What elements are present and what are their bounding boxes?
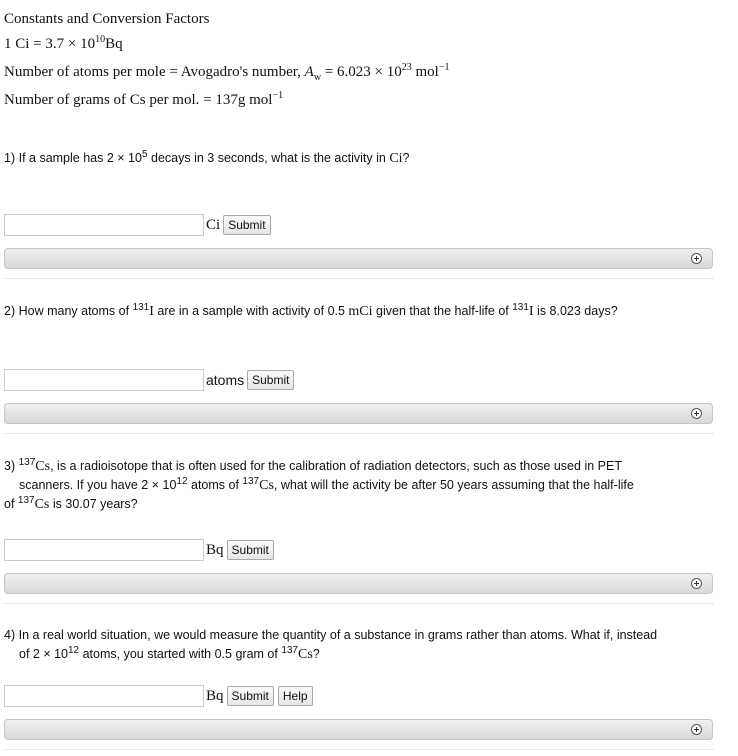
question-text: of 2 × 10 <box>19 647 68 661</box>
isotope-mass: 137 <box>281 644 298 656</box>
answer-input[interactable] <box>4 369 204 391</box>
avogadro-exp: 23 <box>401 62 412 73</box>
question-3 <box>4 457 716 514</box>
question-text: ? <box>312 647 320 661</box>
exponent: 12 <box>68 644 80 656</box>
element-symbol: Cs <box>259 478 274 493</box>
help-button[interactable]: Help <box>278 686 313 706</box>
divider <box>4 433 713 434</box>
question-text: atoms, you started with 0.5 gram of <box>79 647 282 661</box>
avogadro-constant <box>4 64 449 83</box>
curie-lhs: 1 Ci = 3.7 × 10 <box>4 36 96 52</box>
answer-unit: atoms <box>206 372 245 388</box>
question-text: If a sample has 2 × 10 <box>15 151 142 165</box>
avogadro-unit: mol <box>411 64 439 80</box>
question-line <box>4 645 716 664</box>
divider <box>4 749 713 750</box>
answer-row-2 <box>4 367 298 393</box>
isotope-mass: 131 <box>512 301 529 313</box>
exponent: 12 <box>176 475 188 487</box>
answer-row-4 <box>4 683 317 709</box>
exponent: 5 <box>141 148 148 160</box>
element-symbol: Cs <box>298 647 313 662</box>
unit-inline: mCi <box>348 304 373 319</box>
plus-circle-icon[interactable] <box>691 408 702 419</box>
element-symbol: Cs <box>34 497 50 512</box>
element-symbol: Cs <box>35 459 51 474</box>
hint-bar-2[interactable] <box>4 403 713 424</box>
question-text: atoms of <box>187 478 243 492</box>
question-text: is 8.023 days? <box>533 304 618 318</box>
question-text: , what will the activity be after 50 years assuming that the half-life <box>273 478 634 492</box>
isotope-mass: 131 <box>132 301 150 313</box>
element-symbol: I <box>149 304 154 319</box>
plus-circle-icon[interactable] <box>691 253 702 264</box>
question-text: In a real world situation, we would measure the quantity of a substance in grams rather than atoms. What if, instead <box>15 628 658 642</box>
question-text: are in a sample with activity of 0.5 <box>153 304 349 318</box>
unit-inline: Ci <box>389 151 403 166</box>
divider <box>4 603 713 604</box>
curie-rhs: Bq <box>105 36 123 52</box>
plus-circle-icon[interactable] <box>691 578 702 589</box>
avogadro-sub: w <box>313 72 322 83</box>
plus-circle-icon[interactable] <box>691 724 702 735</box>
question-text: How many atoms of <box>15 304 133 318</box>
answer-input[interactable] <box>4 539 204 561</box>
cs-molar-mass <box>4 92 283 109</box>
question-text: , is a radioisotope that is often used for the calibration of radiation detectors, such as those used in PET <box>50 459 622 473</box>
question-text: of <box>4 497 18 511</box>
submit-button[interactable]: Submit <box>223 215 270 235</box>
question-number: 1) <box>4 151 16 165</box>
avogadro-symbol: A <box>304 64 314 80</box>
divider <box>4 278 713 279</box>
hint-bar-1[interactable] <box>4 248 713 269</box>
submit-button[interactable]: Submit <box>227 686 274 706</box>
answer-row-3 <box>4 537 278 563</box>
cs-mass-exp: −1 <box>272 90 284 101</box>
answer-input[interactable] <box>4 685 204 707</box>
question-line <box>4 457 716 476</box>
question-number: 4) <box>4 628 16 642</box>
cs-mass-text: Number of grams of Cs per mol. = 137g mol <box>4 92 273 108</box>
question-text: scanners. If you have 2 × 10 <box>19 478 177 492</box>
avogadro-value: = 6.023 × 10 <box>321 64 402 80</box>
question-text: decays in 3 seconds, what is the activity in <box>147 151 390 165</box>
question-text: is 30.07 years? <box>49 497 138 511</box>
question-1 <box>4 149 716 168</box>
question-number: 3) <box>4 459 16 473</box>
hint-bar-3[interactable] <box>4 573 713 594</box>
isotope-mass: 137 <box>17 494 35 506</box>
question-number: 2) <box>4 304 16 318</box>
hint-bar-4[interactable] <box>4 719 713 740</box>
answer-unit: Ci <box>206 216 221 233</box>
avogadro-text: Number of atoms per mole = Avogadro's number, <box>4 64 305 80</box>
question-2 <box>4 302 716 321</box>
answer-unit: Bq <box>206 541 224 558</box>
submit-button[interactable]: Submit <box>247 370 294 390</box>
isotope-mass: 137 <box>242 475 260 487</box>
element-symbol: I <box>528 304 534 319</box>
answer-row-1 <box>4 212 275 238</box>
question-line <box>4 626 716 645</box>
question-text: given that the half-life of <box>372 304 513 318</box>
question-text: ? <box>402 151 410 165</box>
curie-exp: 10 <box>95 34 106 45</box>
isotope-mass: 137 <box>18 456 36 468</box>
question-line <box>4 495 716 514</box>
curie-conversion <box>4 36 123 53</box>
submit-button[interactable]: Submit <box>227 540 274 560</box>
question-4 <box>4 626 716 664</box>
constants-heading: Constants and Conversion Factors <box>4 11 210 27</box>
avogadro-unit-exp: −1 <box>438 62 450 73</box>
answer-unit: Bq <box>206 687 224 704</box>
question-line <box>4 476 716 495</box>
answer-input[interactable] <box>4 214 204 236</box>
